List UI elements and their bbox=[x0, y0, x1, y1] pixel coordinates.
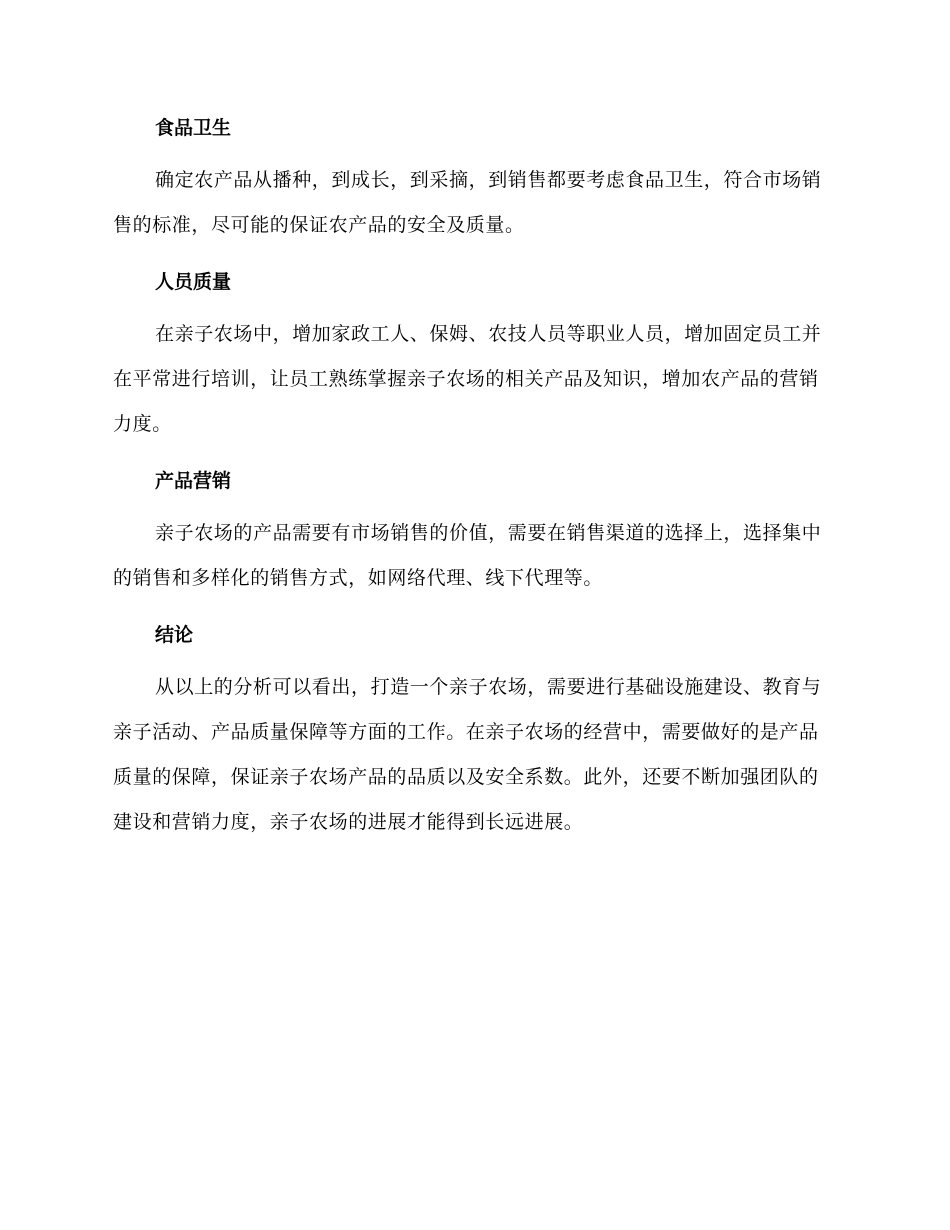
document-body bbox=[113, 108, 833, 859]
section-paragraph-food-hygiene: 确定农产品从播种，到成长，到采摘，到销售都要考虑食品卫生，符合市场销售的标准，尽可能的保证农产品的安全及质量。 bbox=[113, 169, 822, 236]
section-heading-staff-quality: 人员质量 bbox=[155, 271, 232, 293]
section-paragraph-conclusion: 从以上的分析可以看出，打造一个亲子农场，需要进行基础设施建设、教育与亲子活动、产品质量保障等方面的工作。在亲子农场的经营中，需要做好的是产品质量的保障，保证亲子农场产品的品质以及安全系数。此外，还要不断加强团队的建设和营销力度，亲子农场的进展才能得到长远进展。 bbox=[113, 676, 822, 833]
section-heading-conclusion: 结论 bbox=[155, 624, 194, 646]
section-paragraph-staff-quality: 在亲子农场中，增加家政工人、保姆、农技人员等职业人员，增加固定员工并在平常进行培训，让员工熟练掌握亲子农场的相关产品及知识，增加农产品的营销力度。 bbox=[113, 323, 822, 435]
section-heading-food-hygiene: 食品卫生 bbox=[155, 117, 232, 139]
section-heading-product-marketing: 产品营销 bbox=[155, 470, 232, 492]
section-paragraph-product-marketing: 亲子农场的产品需要有市场销售的价值，需要在销售渠道的选择上，选择集中的销售和多样化的销售方式，如网络代理、线下代理等。 bbox=[113, 522, 822, 589]
